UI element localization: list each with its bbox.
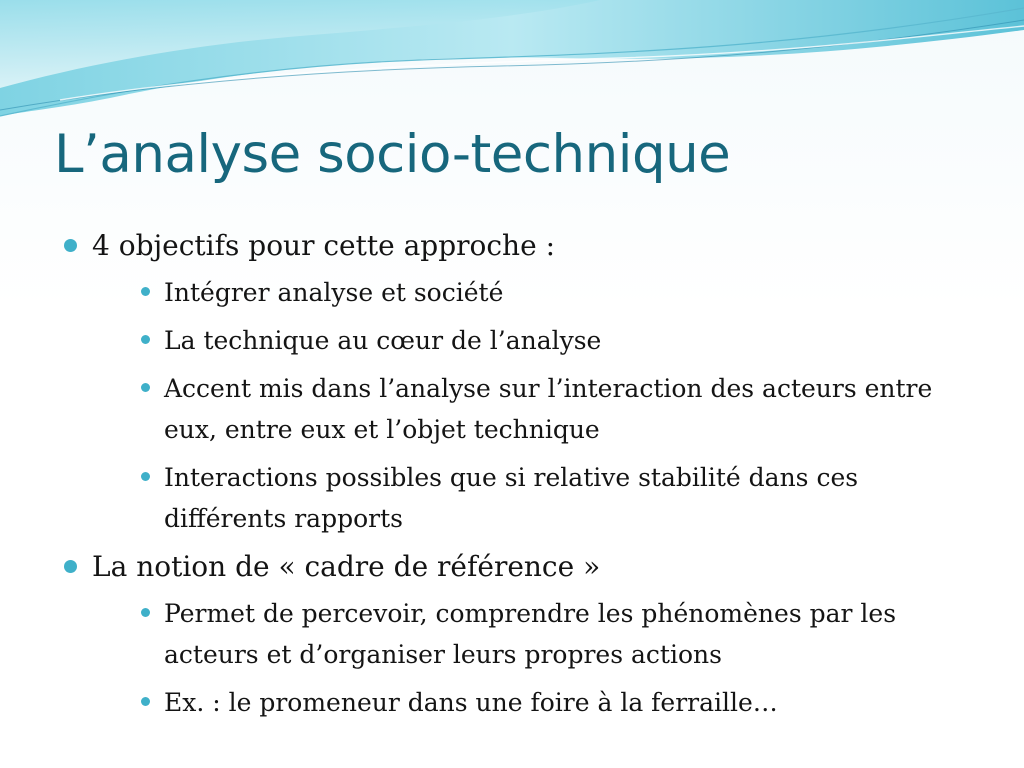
- sub-bullet-text: Interactions possibles que si relative stabilité dans ces différents rapports: [164, 463, 859, 533]
- slide-title: L’analyse socio-technique: [54, 124, 731, 185]
- sub-bullet-item: [126, 368, 960, 450]
- sub-bullet-dot-icon: [141, 383, 150, 392]
- sub-bullet-list: [92, 593, 960, 723]
- bullet-text: La notion de « cadre de référence »: [92, 550, 601, 583]
- bullet-dot-icon: [64, 560, 77, 573]
- sub-bullet-text: Accent mis dans l’analyse sur l’interaction des acteurs entre eux, entre eux et l’objet technique: [164, 374, 933, 444]
- sub-bullet-text: Ex. : le promeneur dans une foire à la ferraille…: [164, 688, 778, 717]
- sub-bullet-text: La technique au cœur de l’analyse: [164, 326, 602, 355]
- bullet-item-objectives: [60, 226, 960, 539]
- sub-bullet-list: [92, 272, 960, 539]
- bullet-text: 4 objectifs pour cette approche :: [92, 229, 555, 262]
- sub-bullet-text: Permet de percevoir, comprendre les phénomènes par les acteurs et d’organiser leurs propres actions: [164, 599, 897, 669]
- sub-bullet-dot-icon: [141, 697, 150, 706]
- bullet-dot-icon: [64, 239, 77, 252]
- bullet-content: [60, 226, 960, 731]
- sub-bullet-item: [126, 682, 960, 723]
- sub-bullet-item: [126, 272, 960, 313]
- sub-bullet-dot-icon: [141, 335, 150, 344]
- sub-bullet-item: [126, 320, 960, 361]
- sub-bullet-dot-icon: [141, 608, 150, 617]
- header-wave-decoration: [0, 0, 1024, 120]
- sub-bullet-item: [126, 457, 960, 539]
- bullet-item-reference-frame: [60, 547, 960, 723]
- sub-bullet-dot-icon: [141, 472, 150, 481]
- sub-bullet-dot-icon: [141, 287, 150, 296]
- sub-bullet-item: [126, 593, 960, 675]
- bullet-list: [60, 226, 960, 723]
- sub-bullet-text: Intégrer analyse et société: [164, 278, 504, 307]
